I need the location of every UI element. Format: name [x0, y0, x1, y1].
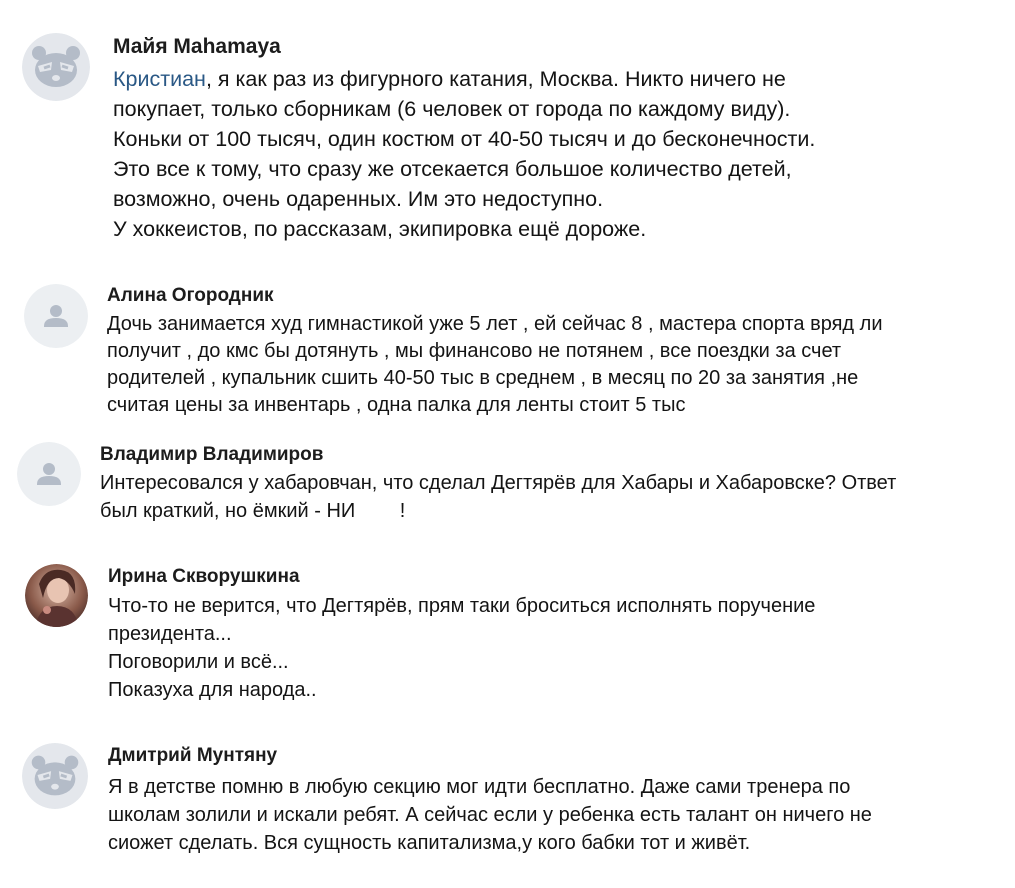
comment-line: получит , до кмс бы дотянуть , мы финансово не потянем , все поездки за счет	[107, 340, 842, 362]
comment-author[interactable]: Майя Mahamaya	[113, 35, 281, 58]
comment-line: Дочь занимается худ гимнастикой уже 5 лет , ей сейчас 8 , мастера спорта вряд ли	[107, 313, 883, 335]
comment-line: Что-то не верится, что Дегтярёв, прям таки броситься исполнять поручение	[108, 595, 816, 617]
comment-text	[108, 592, 815, 704]
comment-item	[0, 260, 1015, 430]
bear-avatar-icon[interactable]	[22, 743, 88, 809]
mention-link[interactable]: Кристиан	[113, 67, 206, 91]
comment-line: У хоккеистов, по рассказам, экипировка ещё дороже.	[113, 217, 647, 241]
comment-line: считая цены за инвентарь , одна палка для ленты стоит 5 тыс	[107, 394, 686, 416]
bear-avatar-icon[interactable]	[22, 33, 90, 101]
comment-line: Интересовался у хабаровчан, что сделал Дегтярёв для Хабары и Хабаровске? Ответ	[100, 472, 897, 494]
comment-text	[113, 64, 815, 244]
comment-item	[0, 430, 1015, 550]
comment-line	[113, 64, 815, 94]
comment-item	[0, 730, 1015, 888]
comment-text	[100, 469, 896, 525]
comment-author[interactable]: Дмитрий Мунтяну	[108, 745, 278, 766]
comment-line: был краткий, но ёмкий - НИ !	[100, 500, 406, 522]
default-user-icon[interactable]	[24, 284, 88, 348]
comment-author[interactable]: Ирина Скворушкина	[108, 566, 300, 587]
comment-line: сиожет сделать. Вся сущность капитализма,у кого бабки тот и живёт.	[108, 832, 751, 854]
comment-line: Это все к тому, что сразу же отсекается большое количество детей,	[113, 157, 792, 181]
comment-line: Коньки от 100 тысяч, один костюм от 40-50 тысяч и до бесконечности.	[113, 127, 816, 151]
comment-line: родителей , купальник сшить 40-50 тыс в среднем , в месяц по 20 за занятия ,не	[107, 367, 859, 389]
comment-line: возможно, очень одаренных. Им это недоступно.	[113, 187, 604, 211]
default-user-icon[interactable]	[17, 442, 81, 506]
comment-item	[0, 0, 1015, 260]
comment-item	[0, 550, 1015, 730]
comment-author[interactable]: Алина Огородник	[107, 285, 274, 306]
comment-line: школам золили и искали ребят. А сейчас если у ребенка есть талант он ничего не	[108, 804, 872, 826]
comment-line: Я в детстве помню в любую секцию мог идти бесплатно. Даже сами тренера по	[108, 776, 851, 798]
comment-line: Поговорили и всё...	[108, 651, 289, 673]
comment-text	[108, 773, 872, 857]
comment-line: покупает, только сборникам (6 человек от города по каждому виду).	[113, 97, 791, 121]
comment-line: президента...	[108, 623, 232, 645]
comment-text	[107, 311, 883, 419]
comment-author[interactable]: Владимир Владимиров	[100, 444, 324, 465]
user-photo[interactable]	[25, 564, 88, 627]
comment-line: Показуха для народа..	[108, 679, 317, 701]
comment-line-text: , я как раз из фигурного катания, Москва. Никто ничего не	[205, 67, 786, 91]
